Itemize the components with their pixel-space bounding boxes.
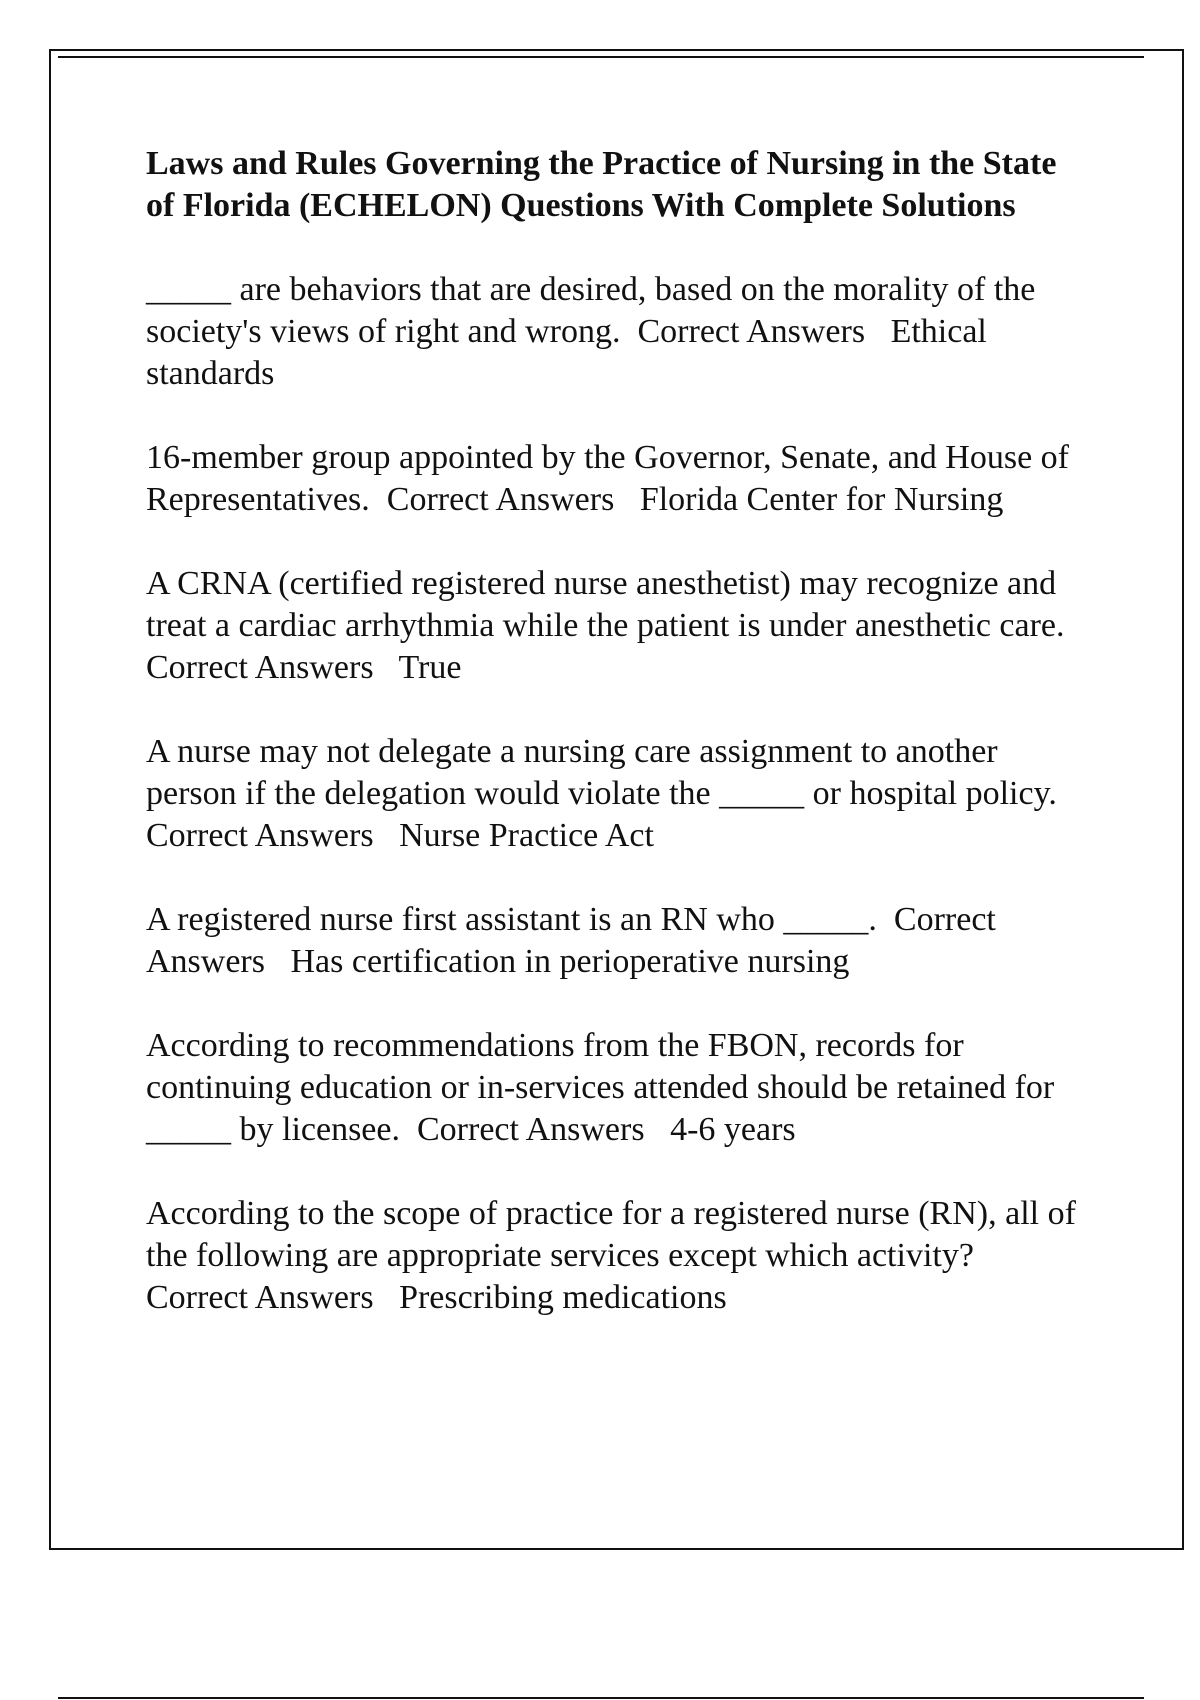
answer-label: Correct Answers	[386, 481, 615, 518]
qa-item	[146, 1193, 1086, 1319]
document-content	[146, 143, 1086, 1361]
question-text: A nurse may not delegate a nursing care assignment to another person if the delegation would violate the _____ or hospital policy.	[146, 733, 1057, 812]
question-text: 16-member group appointed by the Governor, Senate, and House of Representatives.	[146, 439, 1078, 518]
question-text: A registered nurse first assistant is an RN who _____.	[146, 901, 877, 938]
question-text: _____ are behaviors that are desired, based on the morality of the society's views of right and wrong.	[146, 271, 1044, 350]
bottom-rule	[58, 1697, 1144, 1699]
answer-text: Florida Center for Nursing	[639, 481, 1004, 518]
answer-label: Correct Answers	[637, 313, 866, 350]
answer-label: Correct Answers	[417, 1111, 645, 1148]
qa-item	[146, 437, 1086, 521]
document-title: Laws and Rules Governing the Practice of Nursing in the State of Florida (ECHELON) Questions With Complete Solutions	[146, 145, 1057, 224]
answer-label: Correct Answers	[146, 649, 374, 686]
question-text: According to recommendations from the FBON, records for continuing education or in-services attended should be retained for _____ by licensee.	[146, 1027, 1063, 1148]
qa-item	[146, 563, 1086, 689]
answer-text: Prescribing medications	[399, 1279, 727, 1316]
answer-label: Correct Answers	[146, 1279, 374, 1316]
answer-text: True	[398, 649, 462, 686]
answer-text: Ethical standards	[146, 313, 996, 392]
qa-item	[146, 269, 1086, 395]
answer-text: Has certification in perioperative nursing	[290, 943, 850, 980]
question-text: According to the scope of practice for a registered nurse (RN), all of the following are appropriate services except which activity?	[146, 1195, 1085, 1274]
qa-item	[146, 899, 1086, 983]
qa-item	[146, 1025, 1086, 1151]
answer-label: Correct Answers	[146, 901, 1003, 980]
qa-item	[146, 731, 1086, 857]
question-text: A CRNA (certified registered nurse anesthetist) may recognize and treat a cardiac arrhythmia while the patient is under anesthetic care.	[146, 565, 1065, 644]
answer-text: Nurse Practice Act	[399, 817, 654, 854]
answer-text: 4-6 years	[670, 1111, 796, 1148]
answer-label: Correct Answers	[146, 817, 374, 854]
top-rule	[58, 56, 1144, 58]
